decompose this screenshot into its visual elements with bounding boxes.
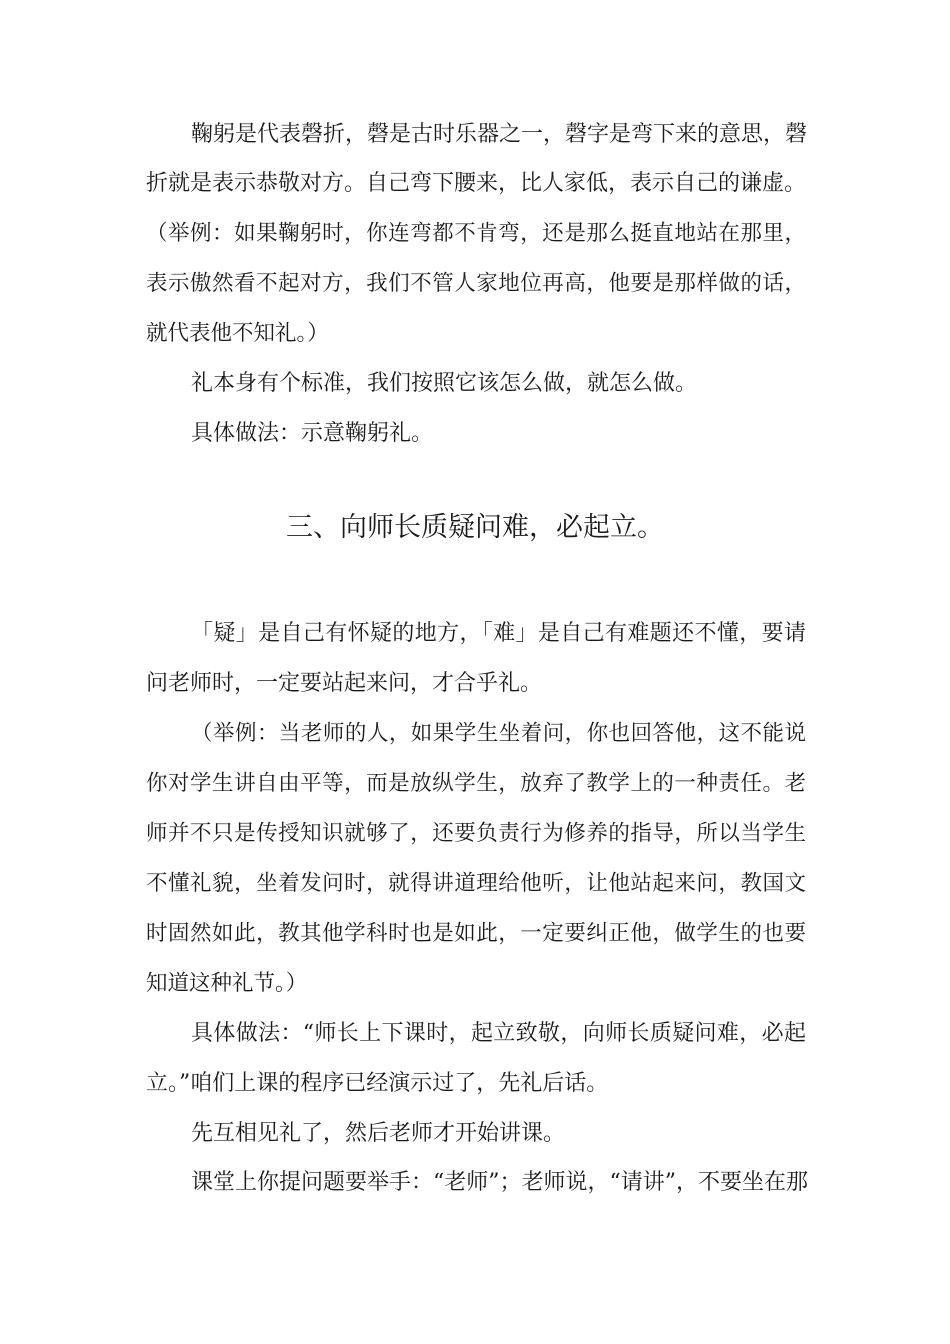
paragraph-line: 问老师时，一定要站起来问，才合乎礼。 [146,671,543,696]
section-heading: 三、向师长质疑问难，必起立。 [286,512,664,543]
paragraph-line: 先互相见礼了，然后老师才开始讲课。 [191,1121,566,1146]
example-line: 你对学生讲自由平等，而是放纵学生，放弃了教学上的一种责任。老 [146,771,806,796]
example-line: 表示傲然看不起对方，我们不管人家地位再高，他要是那样做的话， [146,271,806,296]
example-line: （举例：如果鞠躬时，你连弯都不肯弯，还是那么挺直地站在那里， [146,221,806,246]
paragraph-line: 具体做法：示意鞠躬礼。 [191,421,434,446]
paragraph-line: 立。”咱们上课的程序已经演示过了，先礼后话。 [146,1071,609,1096]
paragraph-line: 「疑」是自己有怀疑的地方，「难」是自己有难题还不懂，要请 [191,621,806,646]
example-line: 时固然如此，教其他学科时也是如此，一定要纠正他，做学生的也要 [146,921,806,946]
example-line: 就代表他不知礼。） [146,321,329,346]
example-line: 师并不只是传授知识就够了，还要负责行为修养的指导，所以当学生 [146,821,806,846]
example-line: 知道这种礼节。） [146,971,308,996]
example-line: （举例：当老师的人，如果学生坐着问，你也回答他，这不能说 [191,721,806,746]
paragraph-line: 鞠躬是代表磬折，磬是古时乐器之一，磬字是弯下来的意思，磬 [191,122,808,147]
paragraph-line: 具体做法：“师长上下课时，起立致敬，向师长质疑问难，必起 [191,1021,806,1046]
paragraph-line: 课堂上你提问题要举手：“老师”；老师说，“请讲”，不要坐在那 [191,1170,808,1195]
paragraph-line: 折就是表示恭敬对方。自己弯下腰来，比人家低，表示自己的谦虚。 [146,171,807,196]
example-line: 不懂礼貌，坐着发问时，就得讲道理给他听，让他站起来问，教国文 [146,871,806,896]
paragraph-line: 礼本身有个标准，我们按照它该怎么做，就怎么做。 [191,371,698,396]
